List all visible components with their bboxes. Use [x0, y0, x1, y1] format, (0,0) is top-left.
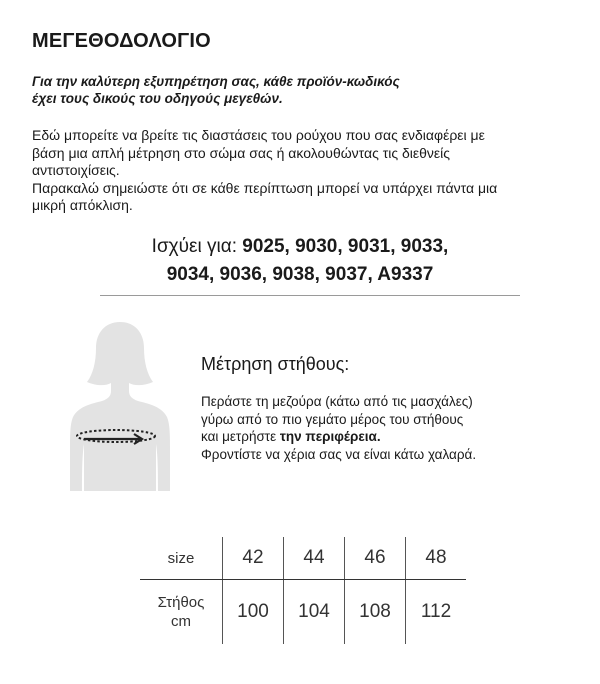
description-line: Εδώ μπορείτε να βρείτε τις διαστάσεις του ρούχου που σας ενδιαφέρει με — [32, 127, 485, 143]
instruction-line: Περάστε τη μεζούρα (κάτω από τις μασχάλες) — [201, 394, 473, 409]
instruction-line: γύρω από το πιο γεμάτο μέρος του στήθους — [201, 411, 464, 427]
measurement-title: Μέτρηση στήθους: — [201, 354, 350, 374]
intro-line-1: Για την καλύτερη εξυπηρέτηση σας, κάθε προϊόν-κωδικός — [32, 74, 400, 89]
instruction-line: Φροντίστε να χέρια σας να είναι κάτω χαλαρά. — [201, 446, 477, 462]
chest-cell: 108 — [345, 580, 406, 645]
valid-for-block — [0, 233, 600, 289]
valid-for-prefix: Ισχύει για: — [151, 236, 243, 257]
intro-text — [32, 73, 400, 107]
chest-measurement-figure — [60, 316, 180, 491]
chest-cell: 100 — [223, 580, 284, 645]
product-codes-line-2: 9034, 9036, 9038, 9037, A9337 — [166, 264, 434, 285]
size-row — [140, 537, 466, 580]
female-silhouette-icon — [60, 316, 180, 491]
intro-line-2: έχει τους δικούς του οδηγούς μεγεθών. — [32, 91, 283, 106]
instruction-prefix: και μετρήστε — [201, 429, 280, 444]
divider — [100, 295, 520, 296]
valid-for-line-1 — [0, 233, 600, 261]
disclaimer-line: Παρακαλώ σημειώστε ότι σε κάθε περίπτωση μπορεί να υπάρχει πάντα μια — [32, 179, 498, 196]
instruction-line — [201, 428, 476, 446]
measurement-instructions — [201, 393, 476, 463]
disclaimer-line: μικρή απόκλιση. — [32, 197, 133, 213]
size-cell: 46 — [345, 537, 406, 580]
product-codes: 9025, 9030, 9031, 9033, — [242, 236, 449, 257]
size-table — [140, 537, 466, 644]
chest-row — [140, 580, 466, 645]
chest-label-line-1: Στήθος — [157, 594, 205, 611]
description-line: βάση μια απλή μέτρηση στο σώμα σας ή ακολουθώντας τις διεθνείς — [32, 144, 451, 161]
size-label: size — [140, 537, 223, 580]
chest-label — [140, 580, 223, 645]
size-cell: 48 — [406, 537, 467, 580]
size-cell: 44 — [284, 537, 345, 580]
chest-cell: 112 — [406, 580, 467, 645]
description — [32, 127, 577, 215]
page-title: ΜΕΓΕΘΟΔΟΛΟΓΙΟ — [32, 30, 211, 52]
size-cell: 42 — [223, 537, 284, 580]
instruction-emphasis: την περιφέρεια. — [279, 429, 381, 444]
description-line: αντιστοιχίσεις. — [32, 162, 120, 178]
chest-cell: 104 — [284, 580, 345, 645]
chest-label-unit: cm — [171, 613, 191, 630]
